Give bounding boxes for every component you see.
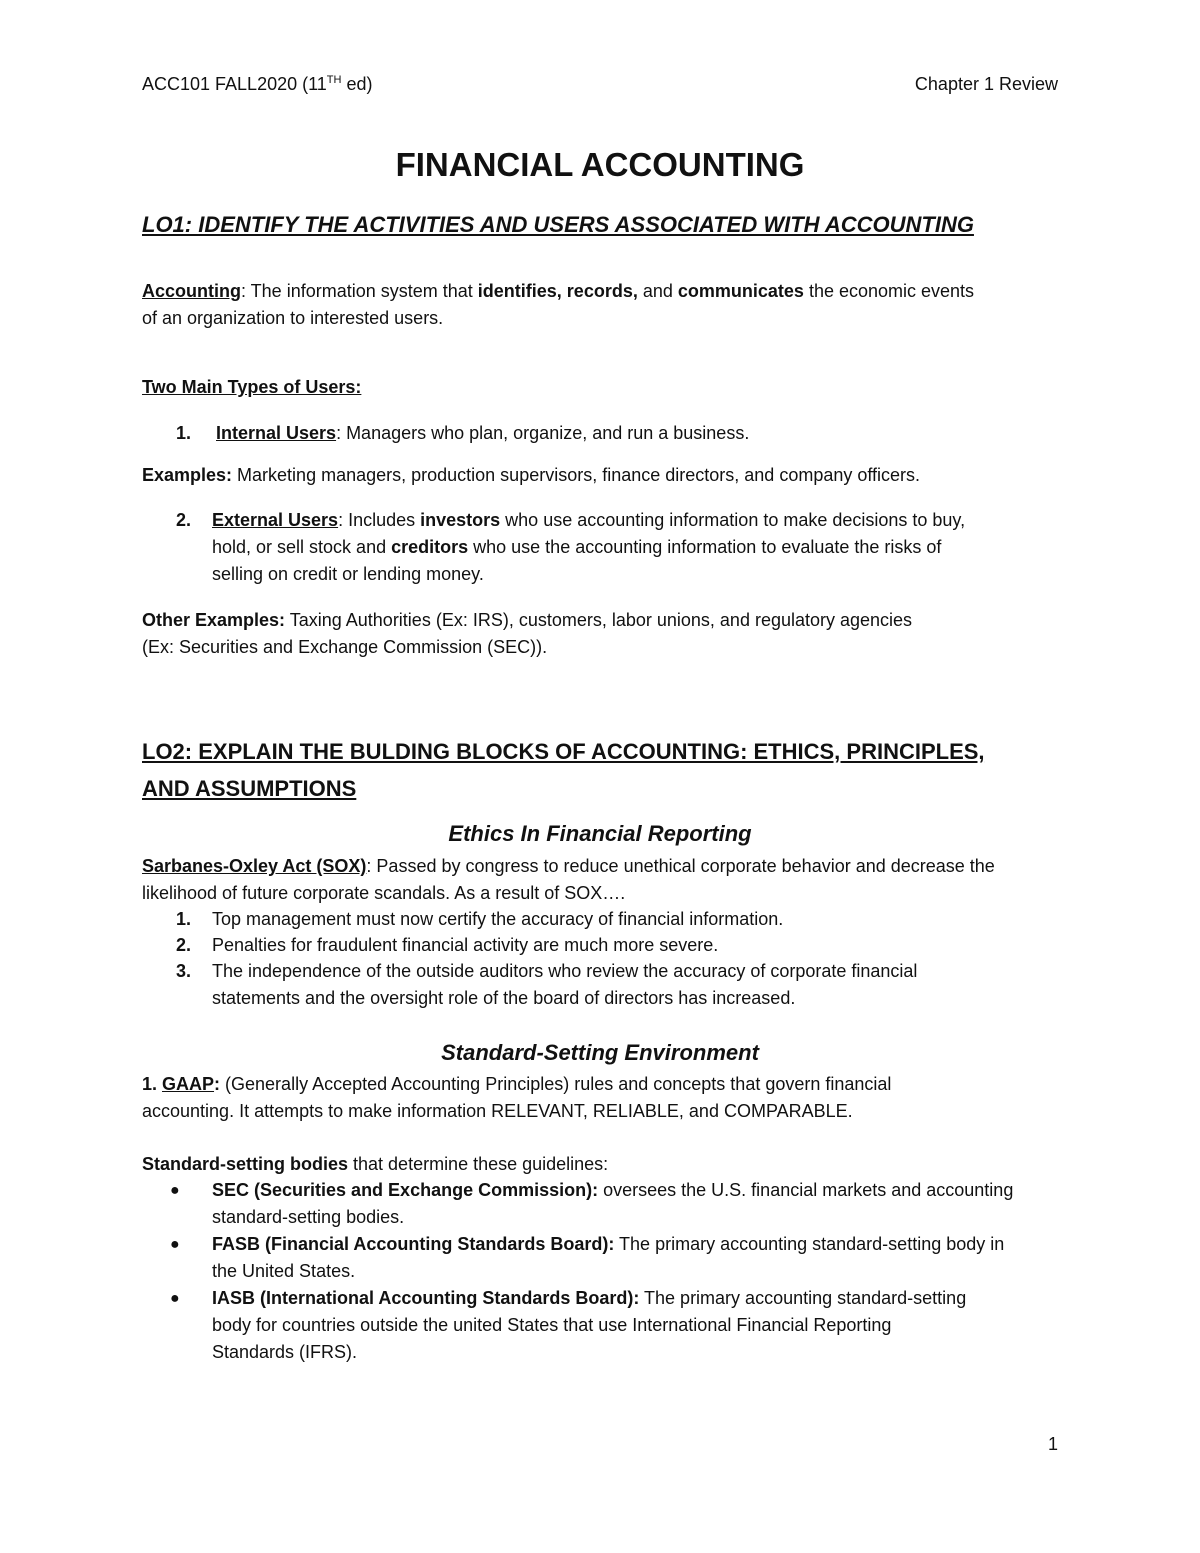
header-chapter: Chapter 1 Review: [914, 74, 1058, 94]
sox-item: The independence of the outside auditors who review the accuracy of corporate financial statements and the oversight role of the board of directors has increased.: [212, 961, 918, 1008]
header-course: ACC101 FALL2020 (11TH ed): [142, 74, 373, 94]
bullet-icon: ●: [170, 1182, 180, 1199]
internal-users-item: Internal Users: Managers who plan, organize, and run a business.: [216, 423, 750, 443]
lo2-heading: LO2: EXPLAIN THE BULDING BLOCKS OF ACCOUNTING: ETHICS, PRINCIPLES, AND ASSUMPTIONS: [142, 739, 985, 801]
fasb-item: FASB (Financial Accounting Standards Board): The primary accounting standard-setting body in the United States.: [212, 1234, 1005, 1281]
sox-item: Penalties for fraudulent financial activity are much more severe.: [212, 935, 719, 955]
standard-setting-bodies-intro: Standard-setting bodies that determine these guidelines:: [142, 1154, 609, 1174]
gaap-definition: 1. GAAP: (Generally Accepted Accounting Principles) rules and concepts that govern financial accounting. It attempts to make information RELEVANT, RELIABLE, and COMPARABLE.: [142, 1074, 892, 1121]
users-heading: Two Main Types of Users:: [142, 377, 362, 397]
list-number: 1.: [176, 423, 192, 443]
list-number: 3.: [176, 961, 192, 981]
standard-setting-heading: Standard-Setting Environment: [441, 1040, 759, 1065]
lo1-heading: LO1: IDENTIFY THE ACTIVITIES AND USERS ASSOCIATED WITH ACCOUNTING: [142, 212, 974, 237]
internal-examples: Examples: Marketing managers, production supervisors, finance directors, and company officers.: [142, 465, 921, 485]
bullet-icon: ●: [170, 1290, 180, 1307]
accounting-definition: Accounting: The information system that identifies, records, and communicates the economic events of an organization to interested users.: [142, 281, 975, 328]
sec-item: SEC (Securities and Exchange Commission): oversees the U.S. financial markets and accounting standard-setting bodies.: [212, 1180, 1014, 1227]
list-number: 1.: [176, 909, 192, 929]
page-title: FINANCIAL ACCOUNTING: [395, 146, 805, 183]
sox-definition: Sarbanes-Oxley Act (SOX): Passed by congress to reduce unethical corporate behavior and decrease the likelihood of future corporate scandals. As a result of SOX….: [142, 856, 995, 903]
list-number: 2.: [176, 510, 192, 530]
bullet-icon: ●: [170, 1236, 180, 1253]
external-users-item: External Users: Includes investors who use accounting information to make decisions to buy, hold, or sell stock and creditors who use the accounting information to evaluate the risks of selling on credit or lending money.: [212, 510, 966, 584]
list-number: 2.: [176, 935, 192, 955]
page-number: 1: [1047, 1434, 1058, 1454]
ethics-heading: Ethics In Financial Reporting: [448, 821, 752, 846]
sox-item: Top management must now certify the accuracy of financial information.: [212, 909, 784, 929]
other-examples: Other Examples: Taxing Authorities (Ex: IRS), customers, labor unions, and regulatory agencies (Ex: Securities and Exchange Commission (SEC)).: [142, 610, 913, 657]
iasb-item: IASB (International Accounting Standards Board): The primary accounting standard-setting body for countries outside the united States that use International Financial Reporting Standards (IFRS).: [212, 1288, 967, 1362]
